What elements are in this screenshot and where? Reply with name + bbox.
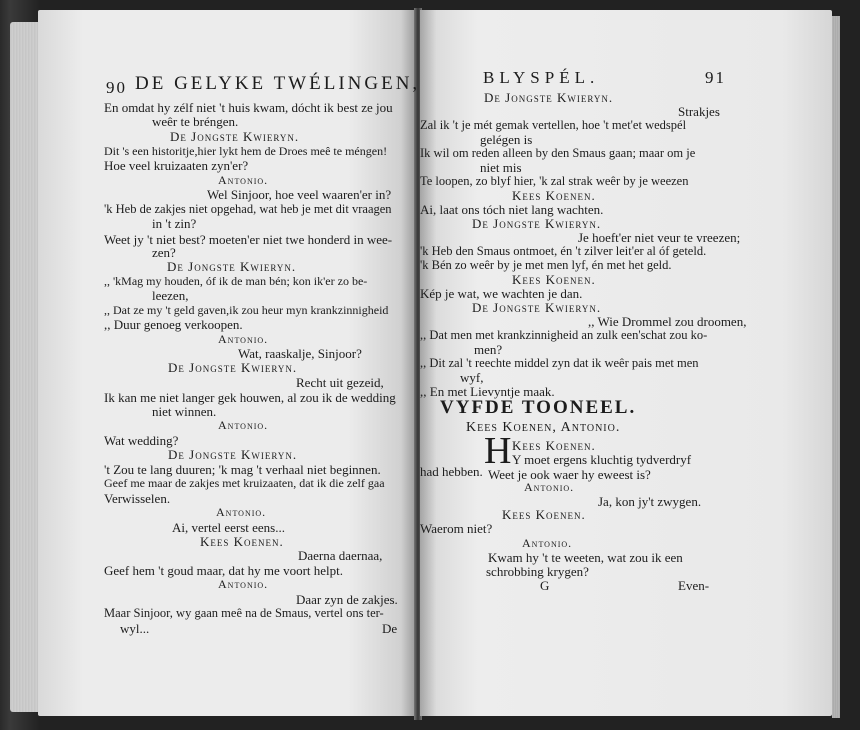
speaker-name: Kees Koenen. <box>512 272 596 287</box>
text-line: Te loopen, zo blyf hier, 'k zal strak weêr by je weezen <box>420 174 689 188</box>
running-head-left: DE GELYKE TWÉLINGEN, <box>135 73 421 94</box>
signature-mark: G <box>540 578 550 593</box>
text-line: Strakjes <box>678 104 720 119</box>
speaker-name: Kees Koenen. <box>502 507 586 522</box>
scene-cast: Kees Koenen, Antonio. <box>466 420 621 435</box>
text-line: in 't zin? <box>152 216 197 231</box>
running-head-right: BLYSPÉL. <box>483 68 600 87</box>
text-line: Geef hem 't goud maar, dat hy me voort helpt. <box>104 563 344 578</box>
text-line: Waerom niet? <box>420 521 493 536</box>
text-line: 'k Heb den Smaus ontmoet, én 't zilver leit'er al óf geteld. <box>420 244 707 258</box>
text-line: Y moet ergens kluchtig tydverdryf <box>512 452 692 467</box>
speaker-name: De Jongste Kwieryn. <box>168 360 298 375</box>
speaker-name: Antonio. <box>522 536 573 550</box>
text-line: Wat, raaskalje, Sinjoor? <box>238 346 362 361</box>
text-line: gelégen is <box>480 132 533 147</box>
catchword: Even- <box>678 578 710 593</box>
speaker-name: De Jongste Kwieryn. <box>472 300 602 315</box>
text-line: Weet je ook waer hy eweest is? <box>488 467 651 482</box>
text-line: ,, Dat men met krankzinnigheid an zulk een'schat zou ko- <box>420 328 708 342</box>
speaker-name: Kees Koenen. <box>200 534 284 549</box>
page-number-right: 91 <box>705 68 726 87</box>
text-line: Wel Sinjoor, hoe veel waaren'er in? <box>207 187 392 202</box>
text-line: ,, Duur genoeg verkoopen. <box>104 317 243 332</box>
text-line: had hebben. <box>420 464 483 479</box>
speaker-name: De Jongste Kwieryn. <box>170 129 300 144</box>
text-line: wyl... <box>120 621 150 636</box>
text-line: Ai, vertel eerst eens... <box>172 520 285 535</box>
text-line: ,, 'kMag my houden, óf ik de man bén; kon ik'er zo be- <box>104 274 368 288</box>
text-line: Ja, kon jy't zwygen. <box>598 494 702 509</box>
text-line: Je hoeft'er niet veur te vreezen; <box>578 230 741 245</box>
page-number-left: 90 <box>106 78 127 97</box>
text-line: ,, Dit zal 't reechte middel zyn dat ik weêr pais met men <box>420 356 699 370</box>
text-line: Ik wil om reden alleen by den Smaus gaan; maar om je <box>420 146 696 160</box>
text-line: niet winnen. <box>152 404 217 419</box>
text-line: 't Zou te lang duuren; 'k mag 't verhaal niet beginnen. <box>104 462 381 477</box>
text-line: Hoe veel kruizaaten zyn'er? <box>104 158 249 173</box>
text-line: Kép je wat, we wachten je dan. <box>420 286 583 301</box>
text-line: Ik kan me niet langer gek houwen, al zou ik de wedding <box>104 390 396 405</box>
speaker-name: De Jongste Kwieryn. <box>484 90 614 105</box>
text-line: En omdat hy zélf niet 't huis kwam, dócht ik best ze jou <box>104 100 393 115</box>
speaker-name: Antonio. <box>218 332 269 346</box>
text-line: Wat wedding? <box>104 433 179 448</box>
text-line: zen? <box>152 245 176 260</box>
page-edges-right <box>832 16 840 718</box>
speaker-name: Kees Koenen. <box>512 438 596 453</box>
text-line: Weet jy 't niet best? moeten'er niet twe honderd in wee- <box>104 232 393 247</box>
text-line: Zal ik 't je mét gemak vertellen, hoe 't met'et wedspél <box>420 118 687 132</box>
speaker-name: Antonio. <box>218 418 269 432</box>
text-line: Verwisselen. <box>104 491 171 506</box>
text-line: Dit 's een historitje,hier lykt hem de Droes meê te méngen! <box>104 144 388 158</box>
page-edges-left <box>10 22 40 712</box>
text-line: Daar zyn de zakjes. <box>296 592 398 607</box>
text-line: wyf, <box>460 370 484 385</box>
speaker-name: De Jongste Kwieryn. <box>168 447 298 462</box>
speaker-name: Antonio. <box>216 505 267 519</box>
speaker-name: Antonio. <box>218 173 269 187</box>
catchword: De <box>382 621 398 636</box>
text-line: 'k Bén zo weêr by je met men lyf, én met het geld. <box>420 258 672 272</box>
text-line: schrobbing krygen? <box>486 564 589 579</box>
text-line: Kwam hy 't te weeten, wat zou ik een <box>488 550 683 565</box>
text-line: Maar Sinjoor, wy gaan meê na de Smaus, vertel ons ter- <box>104 606 384 620</box>
text-line: ,, En met Lievyntje maak. <box>420 384 555 399</box>
text-line: Recht uit gezeid, <box>296 375 384 390</box>
text-line: niet mis <box>480 160 522 175</box>
text-line: Daerna daernaa, <box>298 548 383 563</box>
text-line: men? <box>474 342 503 357</box>
scene-title: VYFDE TOONEEL. <box>440 397 637 418</box>
text-line: ,, Wie Drommel zou droomen, <box>588 314 747 329</box>
speaker-name: De Jongste Kwieryn. <box>472 216 602 231</box>
text-line: 'k Heb de zakjes niet opgehad, wat heb je met dit vraagen <box>104 202 392 216</box>
speaker-name: Antonio. <box>524 480 575 494</box>
speaker-name: Antonio. <box>218 577 269 591</box>
text-line: ,, Dat ze my 't geld gaven,ik zou heur myn krankzinnigheid <box>104 303 389 317</box>
text-line: Ai, laat ons tóch niet lang wachten. <box>420 202 604 217</box>
speaker-name: Kees Koenen. <box>512 188 596 203</box>
text-line: weêr te bréngen. <box>152 114 239 129</box>
text-line: leezen, <box>152 288 189 303</box>
drop-cap: H <box>484 430 512 472</box>
speaker-name: De Jongste Kwieryn. <box>167 259 297 274</box>
text-line: Geef me maar de zakjes met kruizaaten, dat ik die zelf gaa <box>104 476 385 490</box>
